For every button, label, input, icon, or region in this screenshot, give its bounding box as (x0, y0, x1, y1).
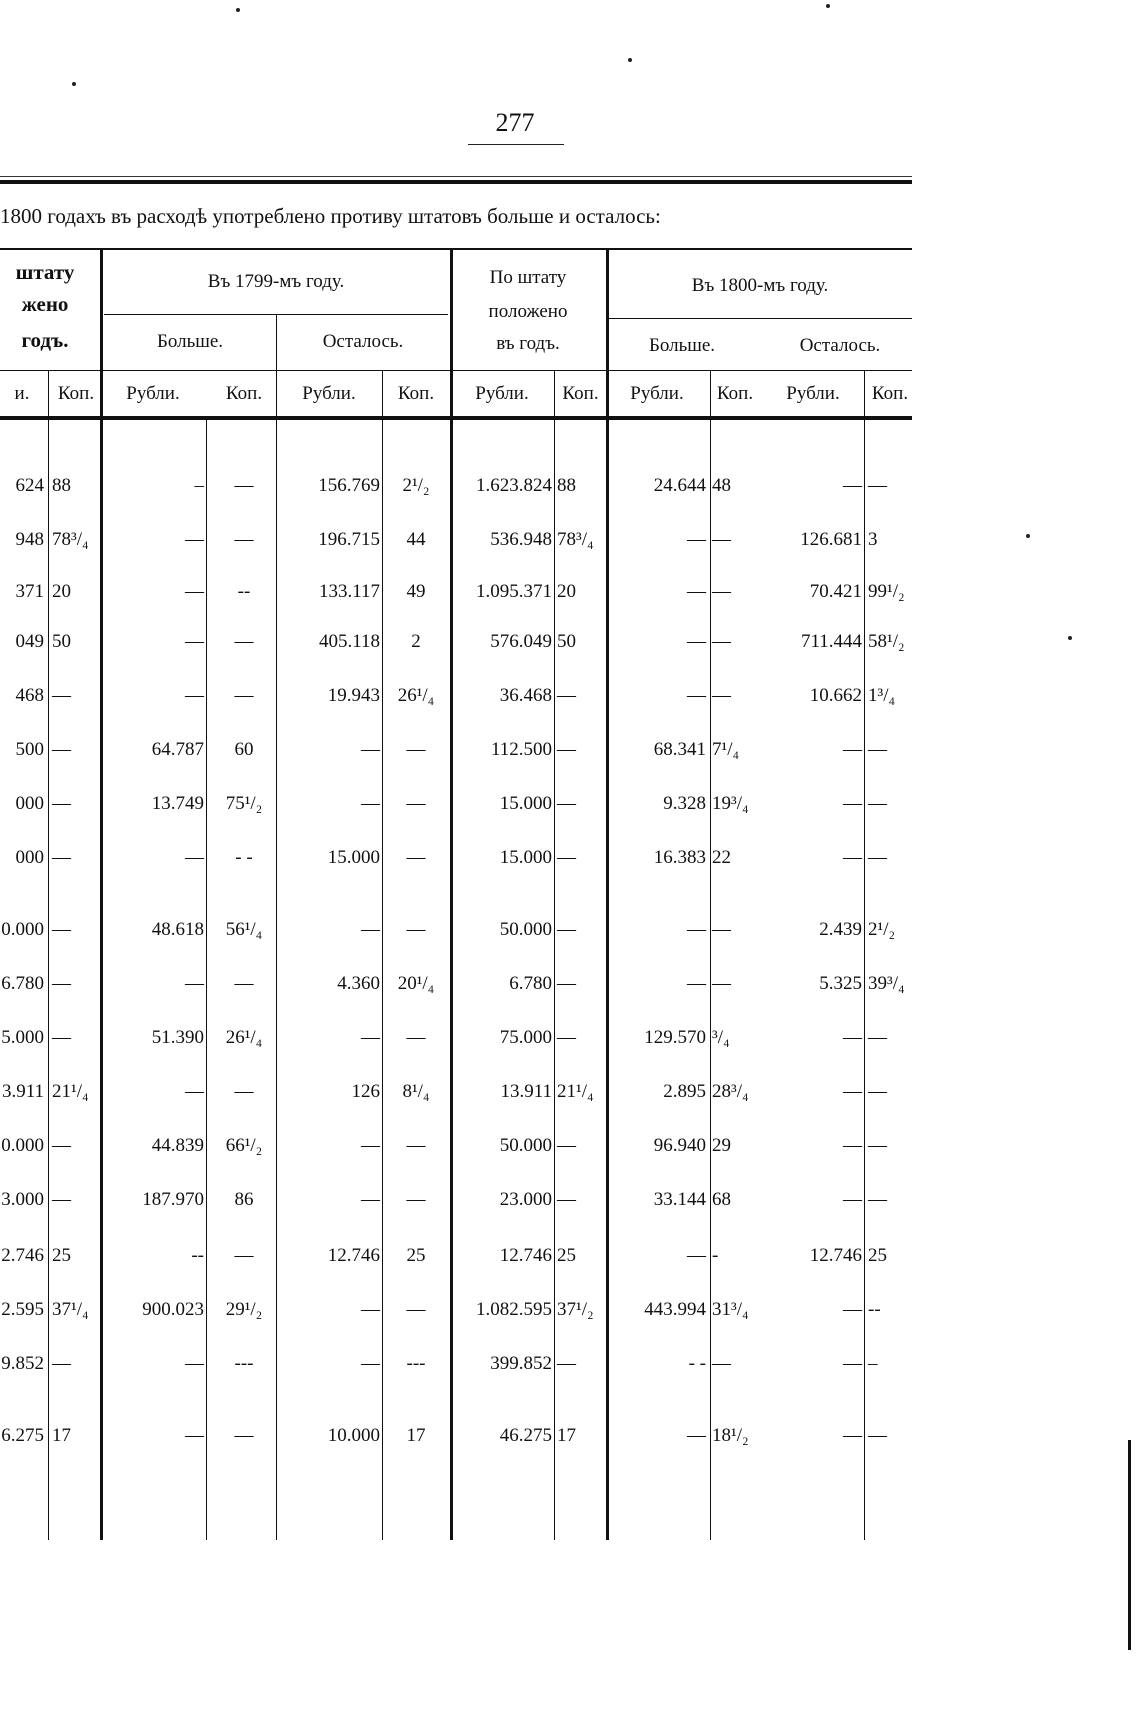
table-cell-sk: — (557, 793, 576, 814)
table-cell-sr: 1.623.824 (476, 475, 552, 496)
table-cell-l99k: 17 (406, 1425, 426, 1446)
table-cell-sk: — (557, 685, 576, 706)
subheader-cell: Коп. (871, 383, 909, 404)
table-cell-l99r: 133.117 (318, 581, 380, 602)
table-cell-c0: 9.852 (1, 1353, 44, 1374)
table-cell-m00r: 24.644 (653, 475, 706, 496)
table-cell-l00k: — (868, 1189, 887, 1210)
table-cell-sk: 88 (557, 475, 576, 496)
table-cell-l00k: – (868, 1353, 878, 1374)
table-cell-sr: 50.000 (499, 1135, 552, 1156)
table-cell-m00k: 19³/₄ (712, 793, 749, 814)
table-cell-l99k: 2¹/₂ (402, 475, 430, 496)
table-cell-m99k: — (234, 475, 254, 496)
table-cell-m00k: — (712, 685, 731, 706)
table-cell-m00k: — (712, 581, 731, 602)
table-cell-m00k: — (712, 973, 731, 994)
table-cell-m99k: 56¹/₄ (225, 919, 263, 940)
table-cell-l99r: — (361, 1189, 380, 1210)
header-year-1799: Въ 1799-мъ году. (207, 271, 345, 292)
subheader-cell: Коп. (397, 383, 435, 404)
subheader-cell: Коп. (716, 383, 754, 404)
table-cell-c0: 624 (15, 475, 44, 496)
column-separator-thick (100, 248, 103, 1540)
table-cell-sk: 37¹/₂ (557, 1299, 594, 1320)
table-cell-m00k: — (712, 529, 731, 550)
table-cell-l00r: 711.444 (800, 631, 862, 652)
table-cell-sr: 23.000 (499, 1189, 552, 1210)
table-cell-c0: 000 (15, 847, 44, 868)
table-cell-l00k: — (868, 1027, 887, 1048)
subheader-cell: Рубли. (786, 383, 840, 404)
table-cell-m00k: 7¹/₄ (712, 739, 740, 760)
table-cell-m99k: - - (235, 847, 253, 868)
table-cell-m00r: — (687, 919, 706, 940)
table-cell-m00k: 22 (712, 847, 731, 868)
table-cell-m99r: — (185, 1081, 204, 1102)
table-cell-l00k: 39³/₄ (868, 973, 905, 994)
column-separator (206, 418, 207, 1540)
table-cell-l00k: — (868, 739, 887, 760)
column-separator (48, 370, 49, 1540)
table-cell-m00k: 48 (712, 475, 731, 496)
table-cell-m99k: 66¹/₂ (225, 1135, 263, 1156)
table-cell-l00r: 10.662 (809, 685, 862, 706)
table-cell-m99r: — (185, 685, 204, 706)
subheader-cell: Рубли. (302, 383, 356, 404)
table-cell-m99k: --- (234, 1353, 254, 1374)
table-cell-l99r: 196.715 (318, 529, 380, 550)
table-cell-l99k: — (406, 1189, 426, 1210)
table-cell-c1: — (52, 973, 71, 994)
table-cell-l99r: 19.943 (327, 685, 380, 706)
header-staff-line-2: положено (488, 301, 568, 322)
table-cell-l99r: 12.746 (327, 1245, 380, 1266)
table-cell-m00k: 28³/₄ (712, 1081, 749, 1102)
table-cell-c1: — (52, 847, 71, 868)
table-cell-sk: 21¹/₄ (557, 1081, 594, 1102)
table-cell-m00k: — (712, 919, 731, 940)
table-cell-m00k: 68 (712, 1189, 731, 1210)
table-cell-l99k: 25 (406, 1245, 426, 1266)
table-cell-l00r: — (843, 1299, 862, 1320)
table-cell-sk: — (557, 1189, 576, 1210)
table-cell-m00r: - - (688, 1353, 706, 1374)
table-cell-c1: — (52, 793, 71, 814)
header-1799-more: Больше. (156, 331, 224, 352)
table-cell-sk: — (557, 739, 576, 760)
table-top-thin-rule (0, 176, 912, 177)
table-heading: 1800 годахъ въ расходѣ употреблено противу штатовъ больше и осталось: (0, 204, 661, 228)
table-cell-l00r: — (843, 475, 862, 496)
table-cell-m99k: 86 (234, 1189, 254, 1210)
table-cell-c1: — (52, 1353, 71, 1374)
table-cell-m99r: 13.749 (151, 793, 204, 814)
subheader-cell: Рубли. (630, 383, 684, 404)
table-cell-l99r: — (361, 1299, 380, 1320)
table-cell-m00r: — (687, 631, 706, 652)
table-cell-c0: 0.000 (1, 1135, 44, 1156)
header-top-rule (0, 248, 912, 250)
table-cell-l00r: — (843, 1081, 862, 1102)
table-top-thick-rule (0, 180, 912, 184)
table-cell-m99k: 26¹/₄ (225, 1027, 263, 1048)
table-cell-c1: 25 (52, 1245, 71, 1266)
table-cell-c1: — (52, 1189, 71, 1210)
table-cell-l00r: — (843, 1425, 862, 1446)
header-year-1800: Въ 1800-мъ году. (691, 275, 829, 296)
page-number: 277 (495, 108, 535, 137)
table-cell-l00k: — (868, 1081, 887, 1102)
speck (628, 58, 632, 62)
table-cell-sk: — (557, 973, 576, 994)
table-cell-m00k: 31³/₄ (712, 1299, 749, 1320)
table-cell-l99r: 4.360 (337, 973, 380, 994)
table-cell-l99r: — (361, 1353, 380, 1374)
table-cell-m00k: — (712, 1353, 731, 1374)
table-cell-sk: 50 (557, 631, 576, 652)
table-cell-m00r: — (687, 685, 706, 706)
subheader-cell: Коп. (57, 383, 95, 404)
table-cell-sr: 75.000 (499, 1027, 552, 1048)
table-cell-l99k: 2 (411, 631, 421, 652)
subheader-bottom-rule (0, 416, 912, 420)
table-cell-m00k: - (712, 1245, 719, 1266)
column-separator (382, 370, 383, 1540)
table-cell-l99k: 20¹/₄ (397, 973, 435, 994)
table-cell-m99k: 75¹/₂ (225, 793, 263, 814)
table-cell-m00r: — (687, 973, 706, 994)
table-cell-l00k: — (868, 793, 887, 814)
table-cell-sk: — (557, 1353, 576, 1374)
table-cell-m00r: 443.994 (644, 1299, 706, 1320)
table-cell-c1: — (52, 919, 71, 940)
table-cell-l99k: 49 (406, 581, 426, 602)
table-cell-c1: 37¹/₄ (52, 1299, 89, 1320)
table-cell-l99r: 156.769 (318, 475, 380, 496)
table-cell-m99k: — (234, 1425, 254, 1446)
table-cell-m99r: 51.390 (151, 1027, 204, 1048)
table-cell-m00r: 9.328 (663, 793, 706, 814)
table-cell-l00k: -- (868, 1299, 881, 1320)
table-cell-l99r: — (361, 1135, 380, 1156)
table-cell-l99r: 15.000 (327, 847, 380, 868)
table-cell-c0: 3.911 (1, 1081, 44, 1102)
table-cell-m00r: 68.341 (653, 739, 706, 760)
table-cell-c0: 000 (15, 793, 44, 814)
table-cell-c0: 6.275 (1, 1425, 44, 1446)
table-cell-sk: 20 (557, 581, 576, 602)
table-cell-l00r: — (843, 793, 862, 814)
table-cell-c0: 948 (15, 529, 44, 550)
table-cell-c1: 21¹/₄ (52, 1081, 89, 1102)
header-cut-line-3: годъ. (21, 328, 69, 352)
table-cell-m99r: 44.839 (151, 1135, 204, 1156)
table-cell-sr: 576.049 (490, 631, 552, 652)
table-cell-m99k: — (234, 685, 254, 706)
subheader-top-rule (0, 370, 912, 371)
table-cell-c0: 371 (15, 581, 44, 602)
table-cell-c1: 50 (52, 631, 71, 652)
table-cell-m99k: — (234, 529, 254, 550)
table-cell-l99k: — (406, 1299, 426, 1320)
table-cell-m99r: 64.787 (151, 739, 204, 760)
table-cell-l99r: 10.000 (327, 1425, 380, 1446)
table-cell-sr: 36.468 (499, 685, 552, 706)
table-cell-l00k: 3 (868, 529, 878, 550)
table-cell-sk: 78³/₄ (557, 529, 594, 550)
table-cell-l00k: 2¹/₂ (868, 919, 896, 940)
table-cell-l99r: — (361, 793, 380, 814)
table-cell-c1: 20 (52, 581, 71, 602)
table-cell-l00r: — (843, 1027, 862, 1048)
table-cell-c0: 049 (15, 631, 44, 652)
table-cell-m99r: 48.618 (151, 919, 204, 940)
table-cell-m99k: 60 (234, 739, 254, 760)
table-cell-l00k: — (868, 847, 887, 868)
table-cell-m99r: — (185, 973, 204, 994)
table-cell-l99k: 44 (406, 529, 426, 550)
table-cell-c0: 500 (15, 739, 44, 760)
header-staff-line-1: По штату (489, 267, 567, 288)
table-cell-c0: 3.000 (1, 1189, 44, 1210)
table-cell-c1: — (52, 739, 71, 760)
table-cell-l00r: 12.746 (809, 1245, 862, 1266)
table-cell-l99k: — (406, 919, 426, 940)
speck (1026, 534, 1030, 538)
table-cell-l99r: 405.118 (318, 631, 380, 652)
table-cell-m00k: ³/₄ (712, 1027, 730, 1048)
table-cell-sr: 46.275 (499, 1425, 552, 1446)
table-cell-l00k: 25 (868, 1245, 887, 1266)
table-cell-m99r: — (185, 581, 204, 602)
table-cell-l99k: — (406, 1135, 426, 1156)
table-cell-m00k: — (712, 631, 731, 652)
table-cell-l00r: — (843, 1135, 862, 1156)
table-cell-l00r: — (843, 1189, 862, 1210)
table-cell-l99r: 126 (351, 1081, 380, 1102)
table-cell-sk: 25 (557, 1245, 576, 1266)
table-cell-sr: 112.500 (490, 739, 552, 760)
table-cell-m99r: – (194, 475, 204, 496)
table-cell-m99r: -- (191, 1245, 204, 1266)
table-cell-sr: 50.000 (499, 919, 552, 940)
table-cell-c0: 2.595 (1, 1299, 44, 1320)
table-cell-m00k: 18¹/₂ (712, 1425, 749, 1446)
table-cell-m99r: 900.023 (142, 1299, 204, 1320)
column-separator (276, 314, 277, 1540)
table-cell-sr: 15.000 (499, 793, 552, 814)
table-cell-l99r: — (361, 739, 380, 760)
table-cell-m99k: — (234, 1245, 254, 1266)
header-1800-more: Больше. (648, 335, 716, 356)
subheader-cell: и. (14, 383, 30, 404)
table-cell-l99k: — (406, 847, 426, 868)
table-cell-m99r: — (185, 1353, 204, 1374)
table-cell-c1: — (52, 1027, 71, 1048)
table-cell-l99r: — (361, 919, 380, 940)
table-cell-c1: 78³/₄ (52, 529, 89, 550)
table-cell-sk: — (557, 919, 576, 940)
table-cell-l00r: — (843, 1353, 862, 1374)
table-cell-c1: 88 (52, 475, 71, 496)
speck (236, 8, 240, 12)
table-cell-l00r: — (843, 739, 862, 760)
table-cell-m00r: — (687, 529, 706, 550)
speck (72, 82, 76, 86)
page-number-underline (468, 144, 564, 145)
column-separator (554, 370, 555, 1540)
header-cut-line-2: жено (21, 292, 69, 316)
table-cell-sr: 12.746 (499, 1245, 552, 1266)
page-edge-mark (1128, 1440, 1131, 1650)
column-separator-thick (450, 248, 453, 1540)
table-cell-l00k: — (868, 1135, 887, 1156)
table-cell-m99r: — (185, 847, 204, 868)
speck (1068, 636, 1072, 640)
table-cell-m00r: 2.895 (663, 1081, 706, 1102)
table-cell-sr: 6.780 (509, 973, 552, 994)
table-cell-sr: 1.082.595 (476, 1299, 552, 1320)
table-cell-l00k: — (868, 1425, 887, 1446)
table-cell-m00r: — (687, 1245, 706, 1266)
table-cell-m99k: — (234, 1081, 254, 1102)
header-cut-line-1: штату (15, 260, 75, 284)
table-cell-m00r: 129.570 (644, 1027, 706, 1048)
table-cell-l99k: --- (406, 1353, 426, 1374)
table-cell-sr: 15.000 (499, 847, 552, 868)
table-cell-l00r: 2.439 (819, 919, 862, 940)
column-separator-thick (606, 248, 609, 1540)
table-cell-sr: 1.095.371 (476, 581, 552, 602)
table-cell-l99k: — (406, 739, 426, 760)
table-cell-l99k: 8¹/₄ (402, 1081, 430, 1102)
table-cell-m00r: 96.940 (653, 1135, 706, 1156)
table-cell-c0: 6.780 (1, 973, 44, 994)
table-cell-c0: 2.746 (1, 1245, 44, 1266)
table-cell-l00k: — (868, 475, 887, 496)
table-cell-c0: 468 (15, 685, 44, 706)
table-cell-l00k: 99¹/₂ (868, 581, 905, 602)
table-cell-m00k: 29 (712, 1135, 731, 1156)
column-separator (864, 370, 865, 1540)
header-1800-split-rule (608, 318, 912, 319)
table-cell-m99k: — (234, 631, 254, 652)
table-cell-m99r: 187.970 (142, 1189, 204, 1210)
speck (826, 4, 830, 8)
table-cell-l00r: 5.325 (819, 973, 862, 994)
table-cell-c0: 5.000 (1, 1027, 44, 1048)
subheader-cell: Коп. (225, 383, 263, 404)
table-cell-m00r: — (687, 581, 706, 602)
table-cell-m99k: -- (237, 581, 251, 602)
table-cell-sk: — (557, 1027, 576, 1048)
table-cell-m99k: — (234, 973, 254, 994)
table-cell-l99r: — (361, 1027, 380, 1048)
table-cell-l00k: 1³/₄ (868, 685, 896, 706)
table-cell-sr: 536.948 (490, 529, 552, 550)
table-cell-l00r: — (843, 847, 862, 868)
table-cell-sr: 399.852 (490, 1353, 552, 1374)
table-cell-m99k: 29¹/₂ (225, 1299, 263, 1320)
table-cell-c0: 0.000 (1, 919, 44, 940)
table-cell-l99k: 26¹/₄ (397, 685, 435, 706)
table-cell-m99r: — (185, 529, 204, 550)
table-cell-l99k: — (406, 1027, 426, 1048)
subheader-cell: Рубли. (126, 383, 180, 404)
table-cell-m00r: 33.144 (653, 1189, 706, 1210)
table-cell-l00r: 126.681 (800, 529, 862, 550)
header-1799-left: Осталось. (322, 331, 404, 352)
header-1800-left: Осталось. (799, 335, 881, 356)
table-cell-sk: — (557, 847, 576, 868)
table-cell-l00r: 70.421 (809, 581, 862, 602)
column-separator (710, 370, 711, 1540)
table-cell-m99r: — (185, 631, 204, 652)
table-cell-m00r: 16.383 (653, 847, 706, 868)
subheader-cell: Коп. (562, 383, 599, 404)
table-cell-sk: — (557, 1135, 576, 1156)
table-cell-c1: — (52, 1135, 71, 1156)
table-cell-sr: 13.911 (500, 1081, 552, 1102)
subheader-cell: Рубли. (475, 383, 529, 404)
table-cell-sk: 17 (557, 1425, 576, 1446)
table-cell-c1: — (52, 685, 71, 706)
table-cell-c1: 17 (52, 1425, 71, 1446)
table-cell-m00r: — (687, 1425, 706, 1446)
table-cell-l99k: — (406, 793, 426, 814)
table-cell-l00k: 58¹/₂ (868, 631, 905, 652)
table-cell-m99r: — (185, 1425, 204, 1446)
header-staff-line-3: въ годъ. (496, 333, 560, 354)
